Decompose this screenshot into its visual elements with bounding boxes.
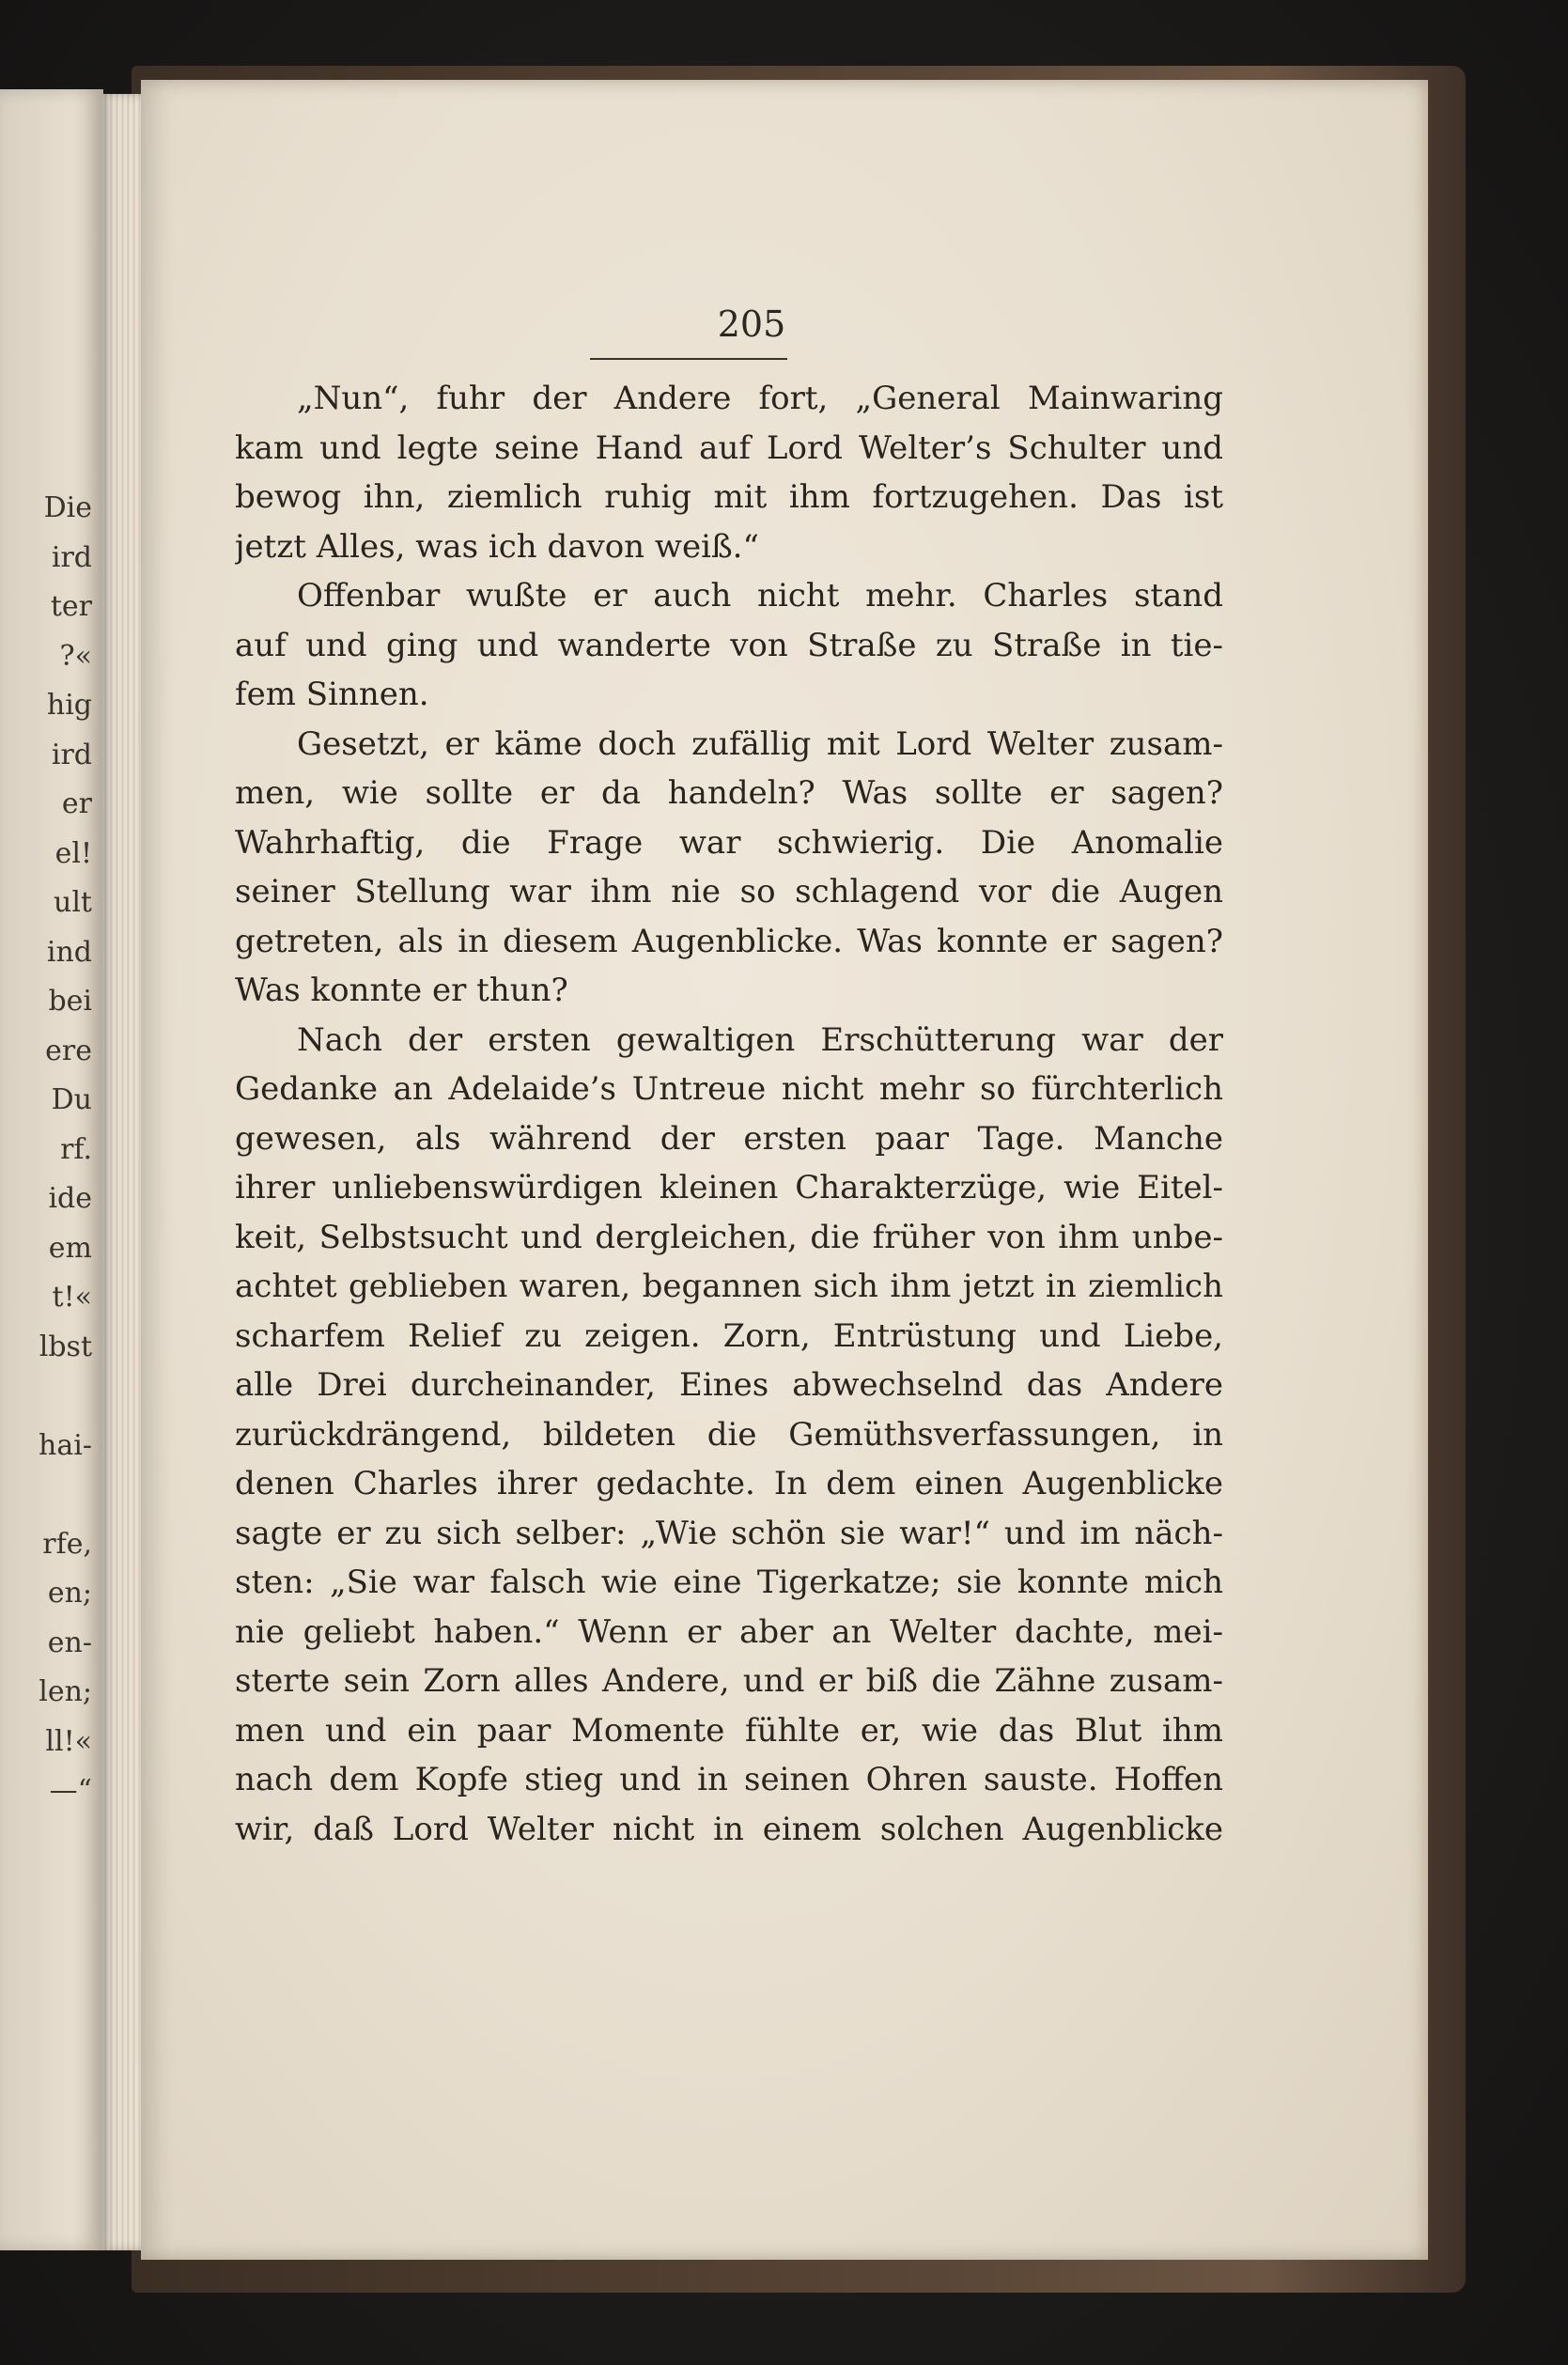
left-page-fragment: ird (51, 540, 92, 574)
text-line: nie geliebt haben.“ Wenn er aber an Welter dachte, mei- (235, 1612, 1223, 1651)
left-page-fragment: ere (45, 1034, 92, 1067)
page-number-rule (590, 358, 787, 360)
left-page-fragment: bei (48, 985, 92, 1018)
text-line: denen Charles ihrer gedachte. In dem einen Augenblicke (235, 1465, 1223, 1502)
left-page-fragment: ide (48, 1182, 92, 1215)
text-line: seiner Stellung war ihm nie so schlagend vor die Augen (235, 873, 1223, 910)
page-edges (101, 94, 147, 2250)
text-line: ihrer unliebenswürdigen kleinen Charakterzüge, wie Eitel- (235, 1169, 1223, 1206)
text-line: kam und legte seine Hand auf Lord Welter’s Schulter und (235, 428, 1223, 467)
text-line: „Nun“, fuhr der Andere fort, „General Mainwaring (297, 380, 1223, 417)
text-line: zurückdrängend, bildeten die Gemüthsverfassungen, in (235, 1415, 1223, 1454)
left-page-fragment: ll!« (45, 1724, 92, 1758)
left-page-fragment: ult (54, 886, 92, 919)
left-page-text-fragments (8, 484, 92, 1816)
text-line: achtet geblieben waren, begannen sich ihm jetzt in ziemlich (235, 1268, 1223, 1305)
left-page-fragment: lbst (39, 1330, 92, 1363)
left-page-fragment: rf. (60, 1132, 92, 1166)
text-line: sterte sein Zorn alles Andere, und er biß die Zähne zusam- (235, 1662, 1223, 1700)
left-page-fragment: Die (43, 491, 92, 524)
left-page-fragment: em (48, 1231, 92, 1265)
left-page-fragment (8, 1372, 92, 1422)
left-page-fragment: en; (47, 1577, 92, 1610)
left-page (0, 89, 103, 2250)
left-page-fragment: en- (47, 1626, 92, 1659)
left-page-fragment: er (61, 787, 92, 820)
text-line: Offenbar wußte er auch nicht mehr. Charles stand (297, 577, 1223, 615)
right-page (141, 80, 1428, 2260)
text-line: nach dem Kopfe stieg und in seinen Ohren sauste. Hoffen (235, 1761, 1223, 1798)
text-line: scharfem Relief zu zeigen. Zorn, Entrüstung und Liebe, (235, 1316, 1223, 1355)
left-page-fragment: Du (51, 1083, 92, 1116)
left-page-fragment: ter (50, 590, 92, 623)
left-page-fragment: len; (39, 1675, 92, 1708)
text-line: sten: „Sie war falsch wie eine Tigerkatze; sie konnte mich (235, 1564, 1223, 1601)
text-line: wir, daß Lord Welter nicht in einem solchen Augenblicke (235, 1810, 1223, 1848)
text-line: auf und ging und wanderte von Straße zu Straße in tie- (235, 626, 1223, 664)
text-line: getreten, als in diesem Augenblicke. Was konnte er sagen? (235, 922, 1223, 960)
text-line: alle Drei durcheinander, Eines abwechselnd das Andere (235, 1366, 1223, 1404)
page-number: 205 (717, 303, 786, 345)
text-line: gewesen, als während der ersten paar Tage. Manche (235, 1119, 1223, 1158)
left-page-fragment: ird (51, 738, 92, 771)
left-page-fragment: rfe, (42, 1527, 92, 1561)
left-page-fragment: el! (54, 836, 92, 870)
text-line: bewog ihn, ziemlich ruhig mit ihm fortzugehen. Das ist (235, 478, 1223, 516)
left-page-fragment: t!« (52, 1281, 92, 1314)
left-page-fragment (8, 1470, 92, 1520)
text-line: Gedanke an Adelaide’s Untreue nicht mehr so fürchterlich (235, 1070, 1223, 1108)
text-line: men, wie sollte er da handeln? Was sollte er sagen? (235, 774, 1223, 812)
text-line: Was konnte er thun? (235, 972, 568, 1009)
text-line: jetzt Alles, was ich davon weiß.“ (235, 527, 759, 566)
text-line: keit, Selbstsucht und dergleichen, die früher von ihm unbe- (235, 1218, 1223, 1256)
text-line: Wahrhaftig, die Frage war schwierig. Die Anomalie (235, 823, 1223, 862)
text-line: sagte er zu sich selber: „Wie schön sie war!“ und im näch- (235, 1514, 1223, 1552)
text-line: fem Sinnen. (235, 676, 429, 713)
body-text (235, 374, 1223, 1854)
text-line: Gesetzt, er käme doch zufällig mit Lord Welter zusam- (297, 724, 1223, 763)
left-page-fragment: ?« (59, 639, 92, 673)
left-page-fragment: —“ (49, 1774, 92, 1807)
text-line: Nach der ersten gewaltigen Erschütterung war der (297, 1020, 1223, 1059)
left-page-fragment: hai- (39, 1428, 92, 1462)
left-page-fragment: hig (46, 689, 92, 722)
text-line: men und ein paar Momente fühlte er, wie das Blut ihm (235, 1711, 1223, 1750)
left-page-fragment: ind (46, 935, 92, 969)
